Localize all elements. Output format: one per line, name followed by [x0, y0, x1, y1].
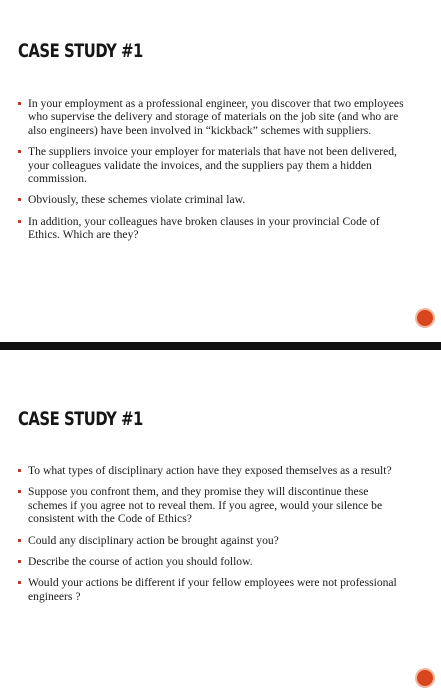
- bullet-text: Obviously, these schemes violate criminal law.: [28, 193, 246, 207]
- bullet-marker-icon: [18, 539, 21, 542]
- bullet-item: [18, 145, 410, 185]
- bullet-marker-icon: [18, 469, 21, 472]
- accent-dot-icon: [417, 310, 433, 326]
- bullet-text: Describe the course of action you should follow.: [28, 555, 253, 569]
- bullet-item: [18, 464, 410, 477]
- bullet-marker-icon: [18, 560, 21, 563]
- bullet-text: Suppose you confront them, and they promise they will discontinue these schemes if you agree not to reveal them. If you agree, would your silence be consistent with the Code of Ethics?: [28, 485, 383, 526]
- accent-dot-icon: [417, 670, 433, 686]
- bullet-list: [18, 97, 410, 250]
- bullet-item: [18, 555, 410, 568]
- bullet-list: [18, 464, 410, 611]
- bullet-item: [18, 485, 410, 525]
- bullet-item: [18, 576, 410, 603]
- bullet-marker-icon: [18, 102, 21, 105]
- bullet-item: [18, 193, 410, 206]
- bullet-item: [18, 215, 410, 242]
- slide-2: [0, 350, 441, 700]
- slide-1: [0, 0, 441, 342]
- bullet-text: Could any disciplinary action be brought against you?: [28, 533, 279, 547]
- slide-title: CASE STUDY #1: [18, 40, 143, 62]
- bullet-marker-icon: [18, 198, 21, 201]
- slide-divider: [0, 342, 441, 350]
- bullet-text: To what types of disciplinary action have they exposed themselves as a result?: [28, 464, 392, 477]
- bullet-item: [18, 97, 410, 137]
- bullet-text: In addition, your colleagues have broken clauses in your provincial Code of Ethics. Which are they?: [28, 214, 380, 242]
- bullet-marker-icon: [18, 581, 21, 584]
- bullet-marker-icon: [18, 220, 21, 223]
- slide-title: CASE STUDY #1: [18, 408, 143, 430]
- bullet-text: Would your actions be different if your fellow employees were not professional engineers ?: [28, 576, 397, 603]
- bullet-text: In your employment as a professional engineer, you discover that two employees who supervise the delivery and storage of materials on the job site (and who are also engineers) have been involved in “kickback” schemes with suppliers.: [28, 97, 404, 137]
- bullet-marker-icon: [18, 150, 21, 153]
- bullet-marker-icon: [18, 490, 21, 493]
- bullet-item: [18, 534, 410, 547]
- bullet-text: The suppliers invoice your employer for materials that have not been delivered, your colleagues validate the invoices, and the suppliers pay them a hidden commission.: [28, 145, 397, 186]
